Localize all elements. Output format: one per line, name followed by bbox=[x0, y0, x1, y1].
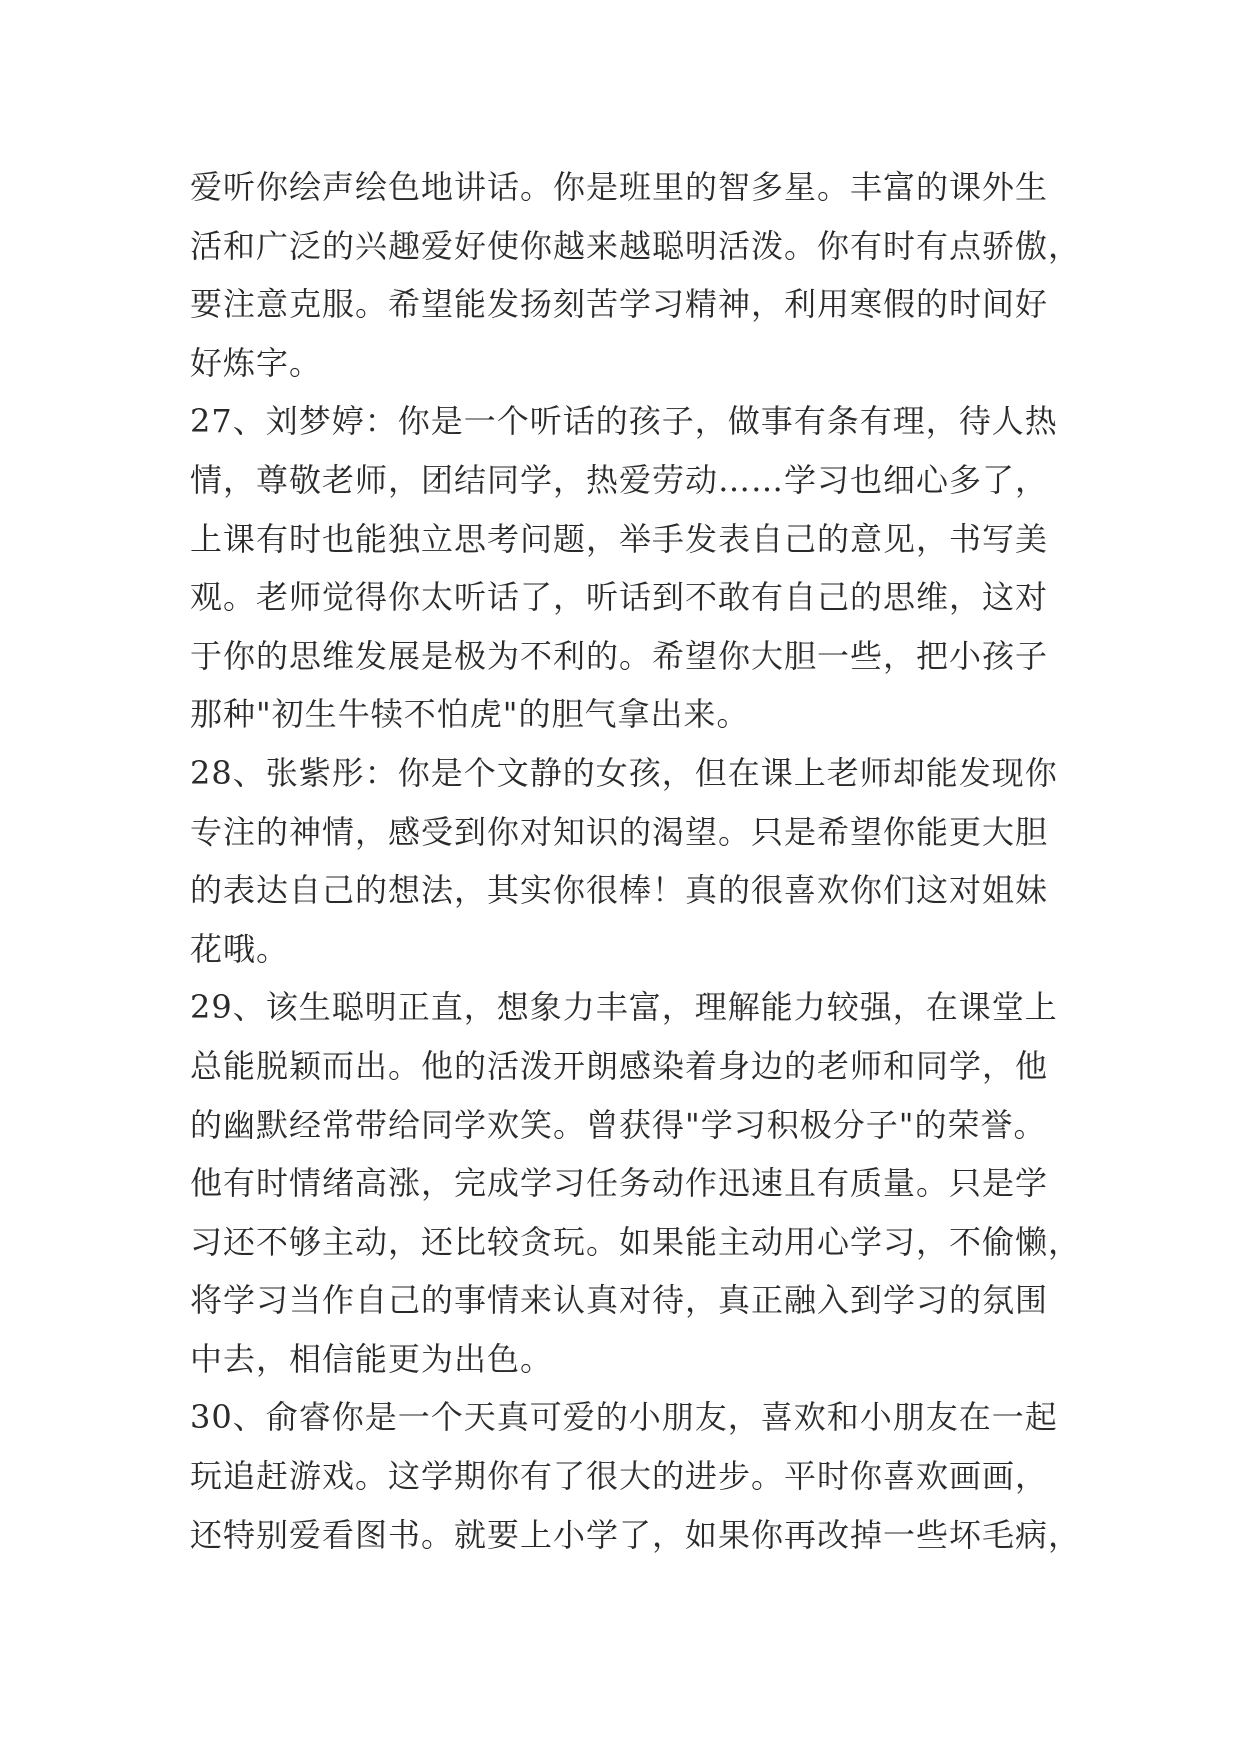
text-line: 习还不够主动，还比较贪玩。如果能主动用心学习，不偷懒， bbox=[190, 1222, 1082, 1261]
text-line: 28、张紫彤：你是个文静的女孩，但在课上老师却能发现你 bbox=[190, 753, 1058, 792]
text-line: 他有时情绪高涨，完成学习任务动作迅速且有质量。只是学 bbox=[190, 1164, 1049, 1203]
document-body bbox=[190, 158, 1090, 1564]
text-line: 29、该生聪明正直，想象力丰富，理解能力较强，在课堂上 bbox=[190, 988, 1058, 1027]
text-line: 的表达自己的想法，其实你很棒！真的很喜欢你们这对姐妹 bbox=[190, 871, 1049, 910]
text-line: 于你的思维发展是极为不利的。希望你大胆一些，把小孩子 bbox=[190, 636, 1049, 675]
text-line: 玩追赶游戏。这学期你有了很大的进步。平时你喜欢画画， bbox=[190, 1457, 1049, 1496]
text-line: 中去，相信能更为出色。 bbox=[190, 1339, 554, 1378]
text-line: 好炼字。 bbox=[190, 343, 323, 382]
text-line: 要注意克服。希望能发扬刻苦学习精神，利用寒假的时间好 bbox=[190, 285, 1049, 324]
text-line: 27、刘梦婷：你是一个听话的孩子，做事有条有理，待人热 bbox=[190, 402, 1058, 441]
text-line: 专注的神情，感受到你对知识的渴望。只是希望你能更大胆 bbox=[190, 812, 1049, 851]
text-line: 还特别爱看图书。就要上小学了，如果你再改掉一些坏毛病， bbox=[190, 1515, 1082, 1554]
text-line: 爱听你绘声绘色地讲话。你是班里的智多星。丰富的课外生 bbox=[190, 168, 1049, 206]
text-line: 观。老师觉得你太听话了，听话到不敢有自己的思维，这对 bbox=[190, 578, 1049, 617]
text-line: 30、俞睿你是一个天真可爱的小朋友，喜欢和小朋友在一起 bbox=[190, 1398, 1058, 1437]
text-line: 花哦。 bbox=[190, 929, 290, 968]
text-line: 上课有时也能独立思考问题，举手发表自己的意见，书写美 bbox=[190, 519, 1049, 558]
text-line: 情，尊敬老师，团结同学，热爱劳动……学习也细心多了， bbox=[190, 460, 1049, 499]
text-line: 活和广泛的兴趣爱好使你越来越聪明活泼。你有时有点骄傲， bbox=[190, 226, 1082, 265]
text-line: 那种"初生牛犊不怕虎"的胆气拿出来。 bbox=[190, 695, 750, 734]
text-line: 总能脱颖而出。他的活泼开朗感染着身边的老师和同学，他 bbox=[190, 1046, 1049, 1085]
text-line: 将学习当作自己的事情来认真对待，真正融入到学习的氛围 bbox=[190, 1281, 1049, 1320]
text-line: 的幽默经常带给同学欢笑。曾获得"学习积极分子"的荣誉。 bbox=[190, 1105, 1047, 1144]
